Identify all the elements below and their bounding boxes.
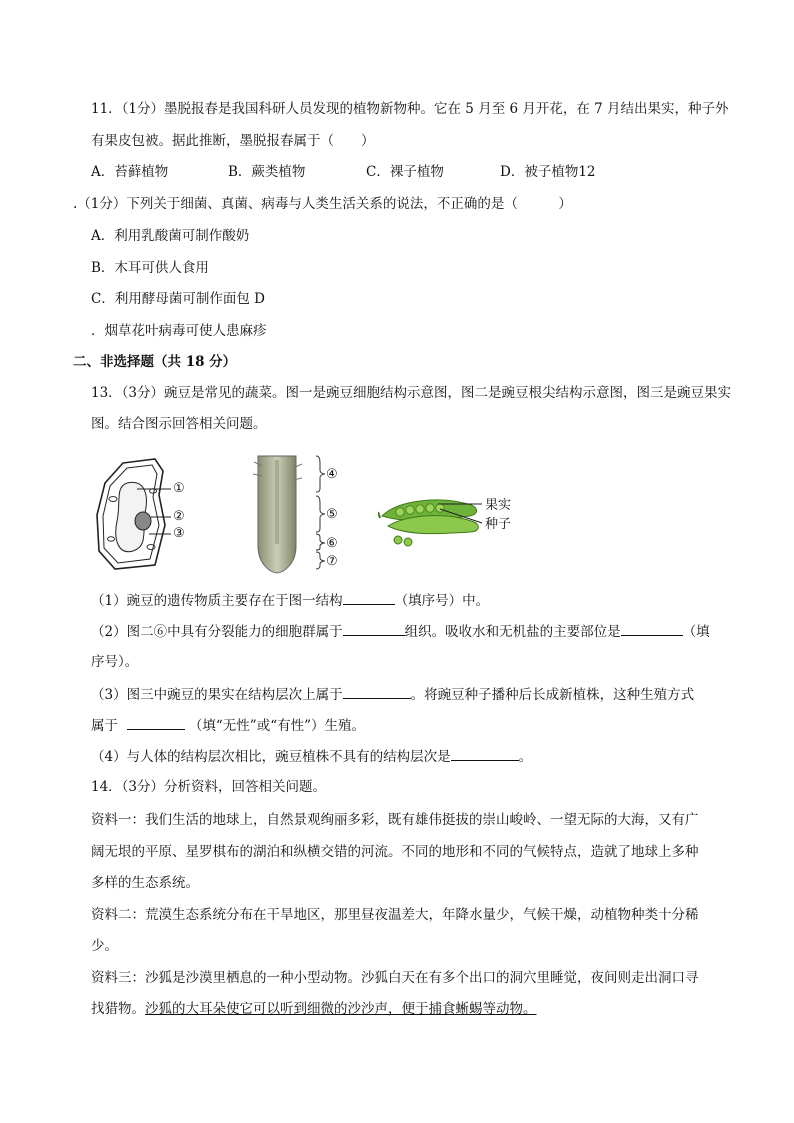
q14-stem: 14．（3分）分析资料，回答相关问题。 bbox=[91, 779, 327, 795]
q14-material1-line2: 阔无垠的平原、星罗棋布的湖泊和纵横交错的河流。不同的地形和不同的气候特点，造就了地球上多种 bbox=[91, 844, 699, 860]
q13-sub3 bbox=[91, 684, 694, 705]
q12-option-a: A．利用乳酸菌可制作酸奶 bbox=[91, 228, 250, 244]
q13-sub3-cont bbox=[91, 715, 365, 736]
q13-sub1-text-b: （填序号）中。 bbox=[394, 593, 490, 609]
q13-sub3-text-b: 。将豌豆种子播种后长成新植株，这种生殖方式 bbox=[410, 687, 695, 703]
q13-sub3-text-c: 属于 bbox=[91, 718, 118, 734]
q13-sub2-text-c: （填 bbox=[682, 624, 710, 640]
q12-stem: .（1分）下列关于细菌、真菌、病毒与人类生活关系的说法，不正确的是（ ） bbox=[73, 196, 572, 212]
q14-material3-line1: 资料三：沙狐是沙漠里栖息的一种小型动物。沙狐白天在有多个出口的洞穴里睡觉，夜间则走出洞口寻 bbox=[91, 970, 699, 986]
q12-option-b: B．木耳可供人食用 bbox=[91, 260, 209, 276]
q12-option-c: C．利用酵母菌可制作面包 D bbox=[91, 291, 265, 307]
fig2-label-4: ④ bbox=[326, 467, 338, 482]
q14-material2-line1: 资料二：荒漠生态系统分布在干旱地区，那里昼夜温差大，年降水量少，气候干燥，动植物种类十分稀 bbox=[91, 907, 699, 923]
q13-stem-line1: 13．（3分）豌豆是常见的蔬菜。图一是豌豆细胞结构示意图，图二是豌豆根尖结构示意图，图三是豌豆果实 bbox=[91, 385, 732, 401]
fig1-label-1: ① bbox=[173, 481, 185, 496]
q13-sub3-text-a: （3）图三中豌豆的果实在结构层次上属于 bbox=[91, 687, 343, 703]
q13-sub2-blank-2[interactable] bbox=[621, 621, 683, 636]
fig2-label-6: ⑥ bbox=[326, 536, 338, 551]
q12-option-d: ．烟草花叶病毒可使人患麻疹 bbox=[91, 323, 267, 339]
q11-option-b: B．蕨类植物 bbox=[228, 164, 306, 180]
q13-sub4 bbox=[91, 746, 532, 767]
q14-material1-line3: 多样的生态系统。 bbox=[91, 875, 199, 891]
fig2-label-5: ⑤ bbox=[326, 507, 338, 522]
q14-material3-line2 bbox=[91, 999, 537, 1019]
q13-sub1-text-a: （1）豌豆的遗传物质主要存在于图一结构 bbox=[91, 593, 343, 609]
q13-sub3-blank-2[interactable] bbox=[127, 715, 185, 730]
q14-material1-line1: 资料一：我们生活的地球上，自然景观绚丽多彩，既有雄伟挺拔的崇山峻岭、一望无际的大海，又有广 bbox=[91, 812, 699, 828]
q13-sub2-text-a: （2）图二⑥中具有分裂能力的细胞群属于 bbox=[91, 624, 343, 640]
figure-pea-pods bbox=[378, 490, 488, 550]
q14-material3-text: 找猎物。 bbox=[91, 1001, 145, 1017]
fig1-label-2: ② bbox=[173, 509, 185, 524]
q13-sub4-text-a: （4）与人体的结构层次相比，豌豆植株不具有的结构层次是 bbox=[91, 749, 451, 765]
q13-sub2-text-b: 组织。吸收水和无机盐的主要部位是 bbox=[404, 624, 621, 640]
q13-sub2 bbox=[91, 621, 710, 642]
q11-option-a: A．苔藓植物 bbox=[91, 164, 169, 180]
q11-option-c: C．裸子植物 bbox=[366, 164, 444, 180]
section-heading: 二、非选择题（共 18 分） bbox=[73, 354, 237, 370]
q13-sub4-blank[interactable] bbox=[451, 746, 519, 761]
q11-stem-line1: 11．（1分）墨脱报春是我国科研人员发现的植物新物种。它在 5 月至 6 月开花，在 7 月结出果实，种子外 bbox=[91, 101, 729, 117]
q13-sub4-text-b: 。 bbox=[518, 749, 533, 765]
q11-option-d: D．被子植物12 bbox=[500, 164, 596, 180]
fig2-label-7: ⑦ bbox=[326, 554, 338, 569]
q13-sub1 bbox=[91, 590, 489, 611]
q13-sub3-text-d: （填“无性”或“有性”）生殖。 bbox=[188, 718, 365, 734]
q11-stem-line2: 有果皮包被。据此推断，墨脱报春属于（ ） bbox=[91, 133, 375, 149]
fig3-label-seed: 种子 bbox=[485, 517, 512, 532]
q13-sub2-cont: 序号）。 bbox=[91, 654, 139, 670]
q13-sub3-blank-1[interactable] bbox=[343, 684, 411, 699]
fig1-label-3: ③ bbox=[173, 526, 185, 541]
q14-material2-line2: 少。 bbox=[91, 938, 118, 954]
figure-plant-cell bbox=[93, 455, 205, 573]
q13-stem-line2: 图。结合图示回答相关问题。 bbox=[91, 416, 267, 432]
q13-sub1-blank[interactable] bbox=[343, 590, 395, 605]
q14-material3-underlined: 沙狐的大耳朵使它可以听到细微的沙沙声，便于捕食蜥蜴等动物。 bbox=[145, 1001, 537, 1017]
fig3-label-fruit: 果实 bbox=[485, 498, 512, 513]
q13-sub2-blank-1[interactable] bbox=[343, 621, 405, 636]
